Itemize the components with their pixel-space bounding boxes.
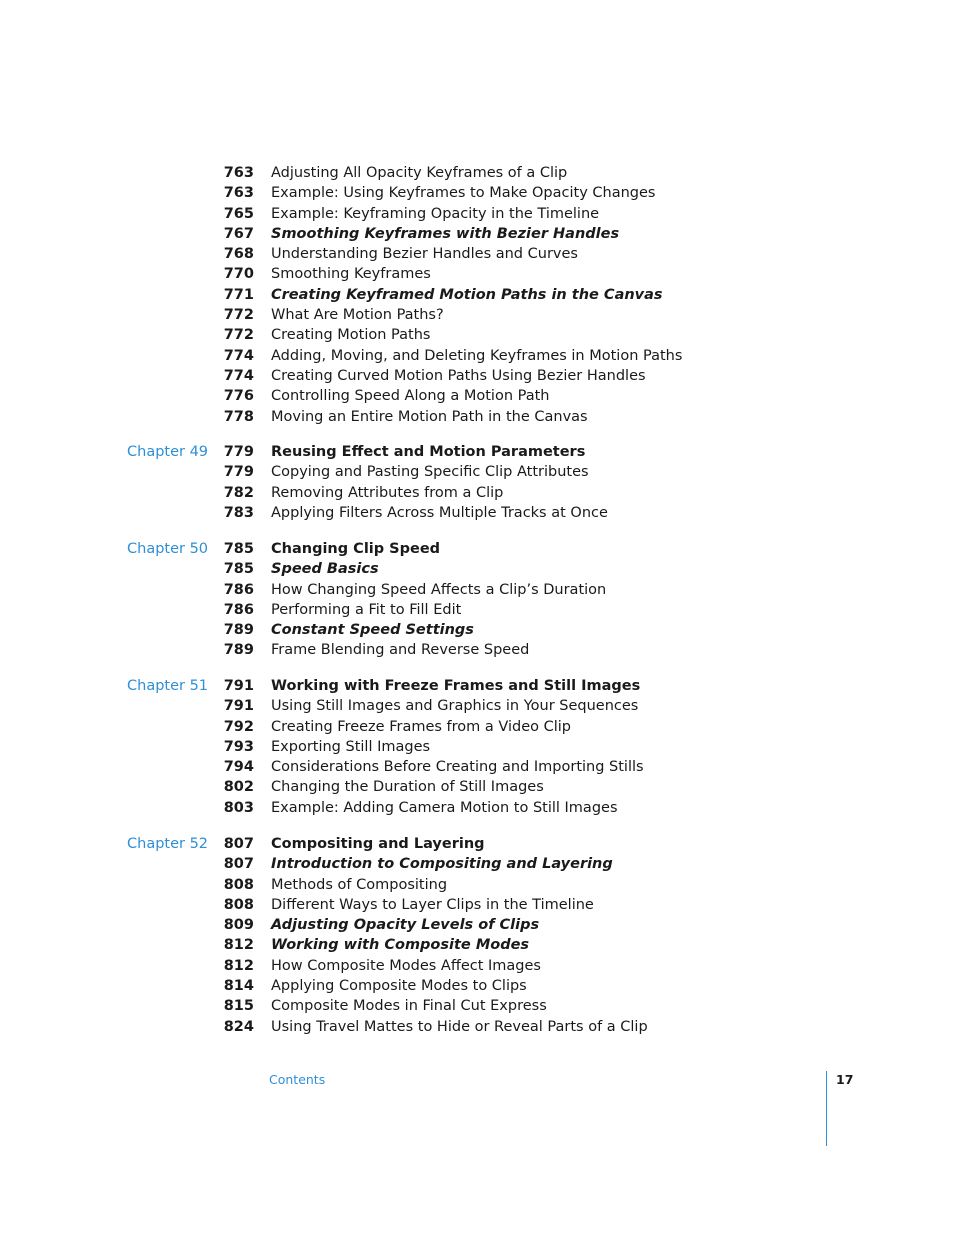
toc-page-number: 792 (223, 718, 254, 735)
toc-entry[interactable] (0, 386, 954, 406)
toc-page-number: 809 (223, 917, 254, 934)
toc-entry[interactable] (0, 1017, 954, 1037)
toc-page-number: 785 (223, 561, 254, 578)
toc-entry-title[interactable]: Understanding Bezier Handles and Curves (271, 246, 578, 263)
toc-entry-title[interactable]: Methods of Compositing (271, 876, 448, 893)
toc-entry-title[interactable]: Different Ways to Layer Clips in the Timeline (271, 896, 594, 913)
chapter-label[interactable]: Chapter 49 (127, 444, 209, 460)
toc-page-number: 779 (223, 444, 254, 460)
toc-entry[interactable] (0, 325, 954, 345)
toc-page-number: 763 (223, 165, 254, 181)
toc-section-continued (0, 163, 954, 427)
toc-entry-title[interactable]: Changing Clip Speed (271, 541, 441, 557)
toc-entry-title[interactable]: Adjusting Opacity Levels of Clips (271, 917, 540, 934)
toc-section-chapter-51 (0, 676, 954, 818)
toc-page-number: 815 (223, 998, 254, 1015)
toc-entry[interactable] (0, 798, 954, 818)
toc-page-number: 771 (223, 286, 254, 303)
toc-entry-title[interactable]: Controlling Speed Along a Motion Path (271, 388, 550, 405)
toc-page-number: 785 (223, 541, 254, 557)
toc-entry[interactable] (0, 895, 954, 915)
footer-page-number: 17 (836, 1072, 854, 1087)
toc-entry-title[interactable]: Smoothing Keyframes (271, 266, 431, 283)
toc-entry[interactable] (0, 224, 954, 244)
footer-divider (826, 1071, 827, 1146)
toc-entry-title[interactable]: Creating Motion Paths (271, 327, 431, 344)
toc-entry[interactable] (0, 875, 954, 895)
toc-entry[interactable] (0, 503, 954, 523)
toc-entry[interactable] (0, 462, 954, 482)
toc-entry-title[interactable]: Example: Keyframing Opacity in the Timeline (271, 205, 600, 222)
toc-page-number: 789 (223, 622, 254, 639)
toc-entry-title[interactable]: Copying and Pasting Specific Clip Attributes (271, 464, 589, 481)
toc-entry[interactable] (0, 559, 954, 579)
toc-entry-title[interactable]: Constant Speed Settings (271, 622, 474, 639)
toc-entry-title[interactable]: Working with Freeze Frames and Still Images (271, 678, 641, 694)
toc-entry-title[interactable]: Considerations Before Creating and Importing Stills (271, 759, 644, 776)
toc-entry[interactable] (0, 620, 954, 640)
toc-entry-title[interactable]: Applying Composite Modes to Clips (271, 978, 527, 995)
toc-page-number: 776 (223, 388, 254, 405)
chapter-label[interactable]: Chapter 52 (127, 836, 209, 852)
toc-entry[interactable] (0, 854, 954, 874)
toc-page-number: 824 (223, 1018, 254, 1035)
toc-entry[interactable] (0, 696, 954, 716)
toc-page-number: 794 (223, 759, 254, 776)
toc-entry-title[interactable]: Adding, Moving, and Deleting Keyframes in Motion Paths (271, 347, 683, 364)
toc-page-number: 782 (223, 484, 254, 501)
toc-page-number: 772 (223, 307, 254, 324)
toc-entry-title[interactable]: Working with Composite Modes (271, 937, 530, 954)
chapter-label[interactable]: Chapter 50 (127, 541, 209, 557)
toc-page-number: 803 (223, 799, 254, 816)
toc-entry-title[interactable]: Smoothing Keyframes with Bezier Handles (271, 225, 620, 242)
toc-page-number: 791 (223, 678, 254, 694)
toc-entry[interactable] (0, 539, 954, 559)
toc-entry[interactable] (0, 915, 954, 935)
toc-entry[interactable] (0, 757, 954, 777)
toc-entry[interactable] (0, 640, 954, 660)
toc-page-number: 774 (223, 367, 254, 384)
toc-page-number: 778 (223, 408, 254, 425)
toc-entry-title[interactable]: Creating Keyframed Motion Paths in the Canvas (271, 286, 663, 303)
toc-entry-title[interactable]: Adjusting All Opacity Keyframes of a Clip (271, 165, 568, 181)
toc-page-number: 786 (223, 601, 254, 618)
toc-page-number: 779 (223, 464, 254, 481)
toc-page-number: 774 (223, 347, 254, 364)
toc-entry[interactable] (0, 346, 954, 366)
toc-page-number: 791 (223, 698, 254, 715)
toc-entry-title[interactable]: How Changing Speed Affects a Clip’s Duration (271, 581, 607, 598)
toc-entry-title[interactable]: Example: Adding Camera Motion to Still Images (271, 799, 618, 816)
toc-entry-title[interactable]: Using Travel Mattes to Hide or Reveal Parts of a Clip (271, 1018, 648, 1035)
toc-entry-title[interactable]: Creating Curved Motion Paths Using Bezier Handles (271, 367, 646, 384)
toc-entry[interactable] (0, 285, 954, 305)
toc-entry-title[interactable]: Performing a Fit to Fill Edit (271, 601, 462, 618)
toc-section-chapter-49 (0, 442, 954, 523)
toc-entry[interactable] (0, 956, 954, 976)
toc-page-number: 814 (223, 978, 254, 995)
toc-page-number: 808 (223, 876, 254, 893)
toc-entry-title[interactable]: Example: Using Keyframes to Make Opacity Changes (271, 185, 656, 202)
toc-entry[interactable] (0, 366, 954, 386)
toc-page-number: 772 (223, 327, 254, 344)
toc-entry[interactable] (0, 407, 954, 427)
toc-entry[interactable] (0, 305, 954, 325)
toc-page-number: 768 (223, 246, 254, 263)
toc-entry[interactable] (0, 976, 954, 996)
footer-section-label: Contents (269, 1072, 326, 1087)
toc-entry[interactable] (0, 717, 954, 737)
toc-entry-title[interactable]: Applying Filters Across Multiple Tracks at Once (271, 504, 608, 521)
toc-page-number: 812 (223, 957, 254, 974)
toc-entry[interactable] (0, 204, 954, 224)
toc-entry-title[interactable]: Removing Attributes from a Clip (271, 484, 504, 501)
toc-page-number: 793 (223, 738, 254, 755)
toc-page-number: 808 (223, 896, 254, 913)
toc-page-number: 812 (223, 937, 254, 954)
toc-entry-title[interactable]: Changing the Duration of Still Images (271, 779, 544, 796)
toc-entry-title[interactable]: Exporting Still Images (271, 738, 431, 755)
toc-entry-title[interactable]: Frame Blending and Reverse Speed (271, 642, 530, 659)
toc-page-number: 783 (223, 504, 254, 521)
toc-page-number: 786 (223, 581, 254, 598)
toc-entry[interactable] (0, 737, 954, 757)
toc-entry[interactable] (0, 483, 954, 503)
toc-entry[interactable] (0, 163, 954, 183)
toc-entry[interactable] (0, 183, 954, 203)
toc-entry[interactable] (0, 935, 954, 955)
toc-entry[interactable] (0, 244, 954, 264)
toc-entry[interactable] (0, 580, 954, 600)
toc-page-number: 789 (223, 642, 254, 659)
toc-section-chapter-52 (0, 834, 954, 1037)
toc-entry-title[interactable]: Moving an Entire Motion Path in the Canvas (271, 408, 588, 425)
toc-entry-title[interactable]: Using Still Images and Graphics in Your Sequences (271, 698, 639, 715)
toc-entry-title[interactable]: Composite Modes in Final Cut Express (271, 998, 547, 1015)
toc-page-number: 763 (223, 185, 254, 202)
toc-page-number: 807 (223, 856, 254, 873)
toc-entry-title[interactable]: Creating Freeze Frames from a Video Clip (271, 718, 572, 735)
toc-page-number: 765 (223, 205, 254, 222)
toc-page-number: 807 (223, 836, 254, 852)
toc-entry-title[interactable]: How Composite Modes Affect Images (271, 957, 541, 974)
toc-entry[interactable] (0, 676, 954, 696)
toc-entry[interactable] (0, 264, 954, 284)
toc-page-number: 770 (223, 266, 254, 283)
toc-entry[interactable] (0, 996, 954, 1016)
toc-entry-title[interactable]: Speed Basics (271, 561, 379, 578)
toc-entry[interactable] (0, 442, 954, 462)
toc-entry-title[interactable]: What Are Motion Paths? (271, 307, 444, 324)
toc-page-number: 802 (223, 779, 254, 796)
toc-page-number: 767 (223, 225, 254, 242)
toc-entry-title[interactable]: Compositing and Layering (271, 836, 485, 852)
toc-entry-title[interactable]: Reusing Effect and Motion Parameters (271, 444, 586, 460)
chapter-label[interactable]: Chapter 51 (127, 678, 209, 694)
toc-entry[interactable] (0, 600, 954, 620)
toc-entry[interactable] (0, 834, 954, 854)
toc-section-chapter-50 (0, 539, 954, 661)
toc-entry-title[interactable]: Introduction to Compositing and Layering (271, 856, 613, 873)
toc-entry[interactable] (0, 777, 954, 797)
